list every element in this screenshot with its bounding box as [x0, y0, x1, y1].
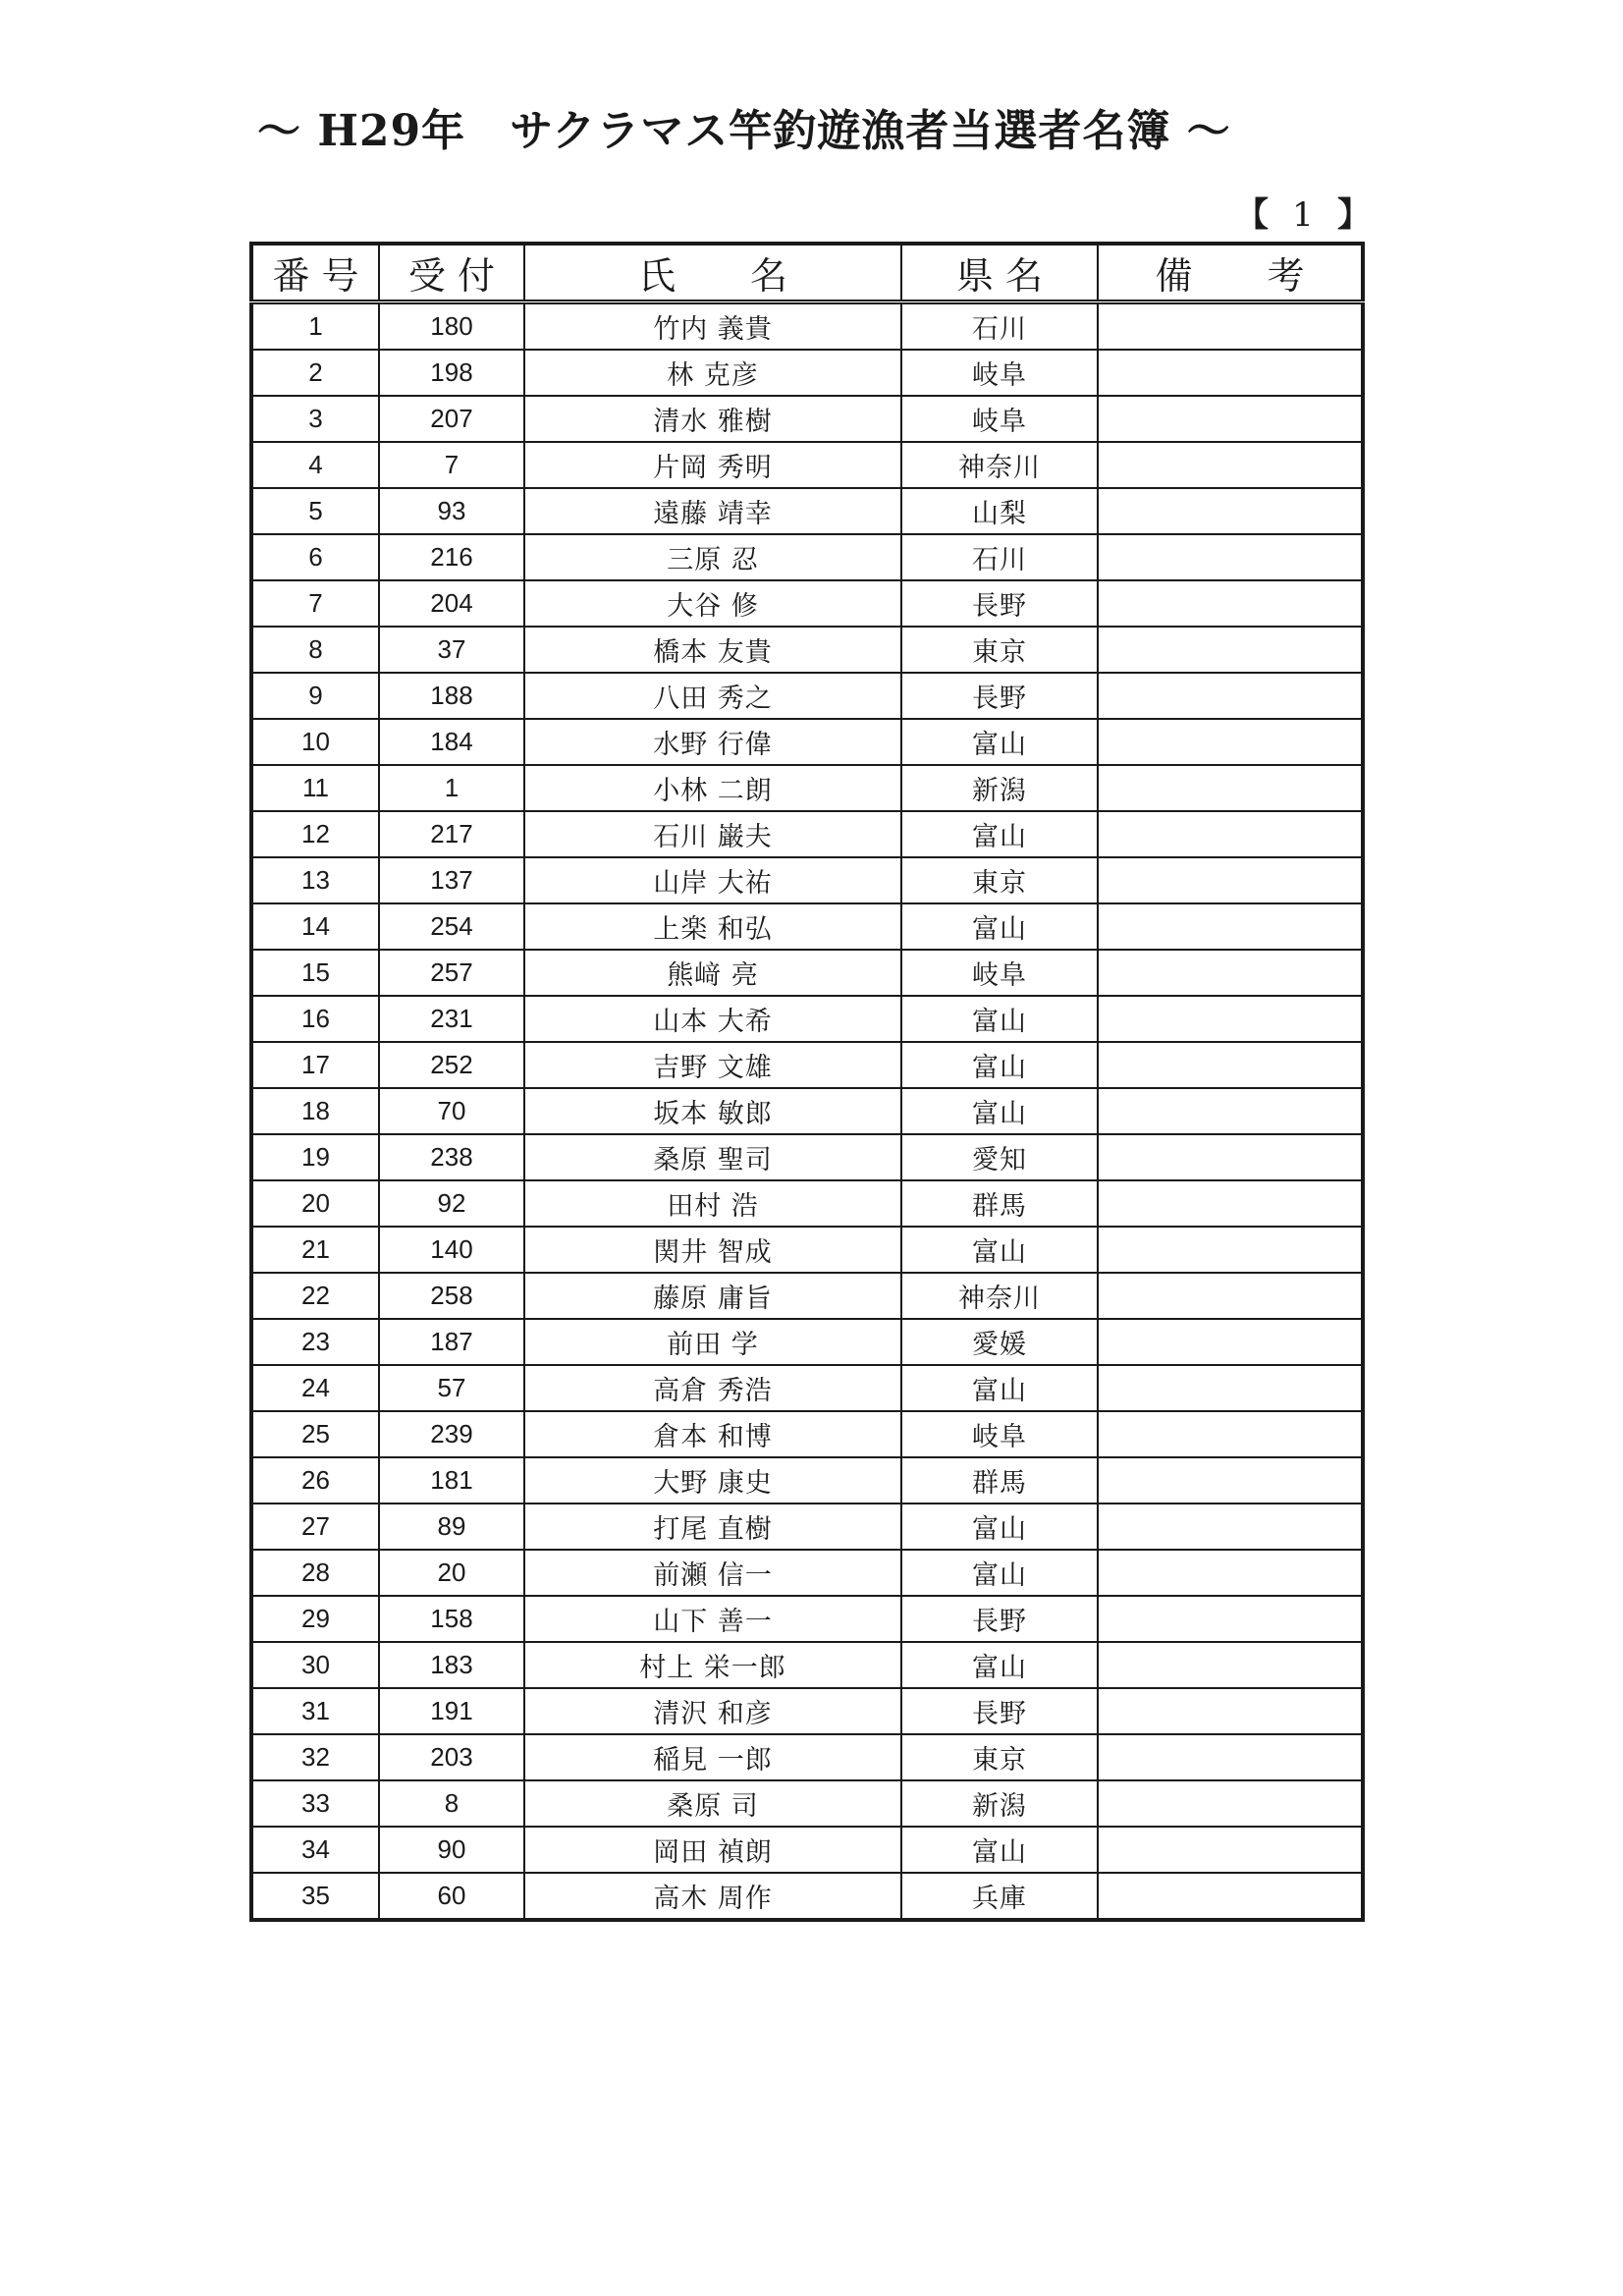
cell-name: 清沢 和彦 — [524, 1688, 901, 1734]
cell-number: 17 — [251, 1042, 379, 1088]
table-row — [251, 1365, 1363, 1411]
cell-name: 清水 雅樹 — [524, 396, 901, 442]
header-name: 氏 名 — [524, 244, 901, 302]
table-row — [251, 1503, 1363, 1550]
cell-prefecture: 群馬 — [901, 1457, 1098, 1503]
table-row — [251, 996, 1363, 1042]
cell-remarks — [1098, 396, 1363, 442]
cell-remarks — [1098, 1734, 1363, 1780]
table-row — [251, 903, 1363, 950]
cell-name: 山本 大希 — [524, 996, 901, 1042]
header-remarks: 備 考 — [1098, 244, 1363, 302]
cell-number: 12 — [251, 811, 379, 857]
cell-prefecture: 富山 — [901, 996, 1098, 1042]
cell-number: 34 — [251, 1827, 379, 1873]
cell-remarks — [1098, 1227, 1363, 1273]
table-row — [251, 302, 1363, 351]
cell-receipt: 60 — [379, 1873, 524, 1920]
table-row — [251, 1134, 1363, 1180]
cell-name: 竹内 義貴 — [524, 302, 901, 351]
cell-number: 2 — [251, 350, 379, 396]
cell-prefecture: 富山 — [901, 1550, 1098, 1596]
cell-number: 22 — [251, 1273, 379, 1319]
header-number: 番 号 — [251, 244, 379, 302]
table-row — [251, 488, 1363, 534]
cell-prefecture: 岐阜 — [901, 950, 1098, 996]
cell-prefecture: 富山 — [901, 1042, 1098, 1088]
cell-remarks — [1098, 1088, 1363, 1134]
cell-prefecture: 富山 — [901, 1365, 1098, 1411]
cell-name: 坂本 敏郎 — [524, 1088, 901, 1134]
table-row — [251, 719, 1363, 765]
table-row — [251, 1688, 1363, 1734]
cell-prefecture: 岐阜 — [901, 1411, 1098, 1457]
cell-number: 14 — [251, 903, 379, 950]
cell-remarks — [1098, 1550, 1363, 1596]
cell-receipt: 158 — [379, 1596, 524, 1642]
cell-receipt: 180 — [379, 302, 524, 351]
cell-number: 26 — [251, 1457, 379, 1503]
cell-prefecture: 石川 — [901, 302, 1098, 351]
cell-remarks — [1098, 1780, 1363, 1827]
cell-prefecture: 長野 — [901, 1688, 1098, 1734]
cell-prefecture: 新潟 — [901, 1780, 1098, 1827]
cell-remarks — [1098, 1134, 1363, 1180]
cell-number: 31 — [251, 1688, 379, 1734]
cell-receipt: 140 — [379, 1227, 524, 1273]
cell-prefecture: 岐阜 — [901, 396, 1098, 442]
cell-remarks — [1098, 627, 1363, 673]
cell-prefecture: 富山 — [901, 1642, 1098, 1688]
cell-remarks — [1098, 1873, 1363, 1920]
cell-remarks — [1098, 673, 1363, 719]
cell-number: 5 — [251, 488, 379, 534]
cell-number: 9 — [251, 673, 379, 719]
cell-remarks — [1098, 857, 1363, 903]
cell-remarks — [1098, 811, 1363, 857]
cell-prefecture: 新潟 — [901, 765, 1098, 811]
table-row — [251, 396, 1363, 442]
cell-name: 山下 善一 — [524, 1596, 901, 1642]
cell-number: 13 — [251, 857, 379, 903]
table-row — [251, 1411, 1363, 1457]
cell-number: 7 — [251, 580, 379, 627]
cell-remarks — [1098, 1642, 1363, 1688]
header-row — [251, 244, 1363, 302]
cell-name: 林 克彦 — [524, 350, 901, 396]
cell-name: 打尾 直樹 — [524, 1503, 901, 1550]
cell-receipt: 70 — [379, 1088, 524, 1134]
cell-receipt: 254 — [379, 903, 524, 950]
cell-number: 21 — [251, 1227, 379, 1273]
table-header — [251, 244, 1363, 302]
cell-number: 28 — [251, 1550, 379, 1596]
cell-remarks — [1098, 1319, 1363, 1365]
cell-name: 小林 二朗 — [524, 765, 901, 811]
cell-number: 30 — [251, 1642, 379, 1688]
cell-name: 桑原 聖司 — [524, 1134, 901, 1180]
cell-number: 10 — [251, 719, 379, 765]
cell-remarks — [1098, 950, 1363, 996]
cell-receipt: 187 — [379, 1319, 524, 1365]
table-row — [251, 765, 1363, 811]
cell-receipt: 188 — [379, 673, 524, 719]
cell-prefecture: 神奈川 — [901, 1273, 1098, 1319]
cell-prefecture: 石川 — [901, 534, 1098, 580]
table-row — [251, 534, 1363, 580]
table-row — [251, 673, 1363, 719]
cell-number: 20 — [251, 1180, 379, 1227]
cell-receipt: 93 — [379, 488, 524, 534]
cell-remarks — [1098, 1273, 1363, 1319]
cell-prefecture: 東京 — [901, 1734, 1098, 1780]
cell-receipt: 231 — [379, 996, 524, 1042]
cell-receipt: 20 — [379, 1550, 524, 1596]
cell-name: 岡田 禎朗 — [524, 1827, 901, 1873]
cell-receipt: 183 — [379, 1642, 524, 1688]
cell-receipt: 216 — [379, 534, 524, 580]
cell-name: 高木 周作 — [524, 1873, 901, 1920]
cell-remarks — [1098, 1180, 1363, 1227]
cell-name: 山岸 大祐 — [524, 857, 901, 903]
table-row — [251, 1596, 1363, 1642]
cell-name: 吉野 文雄 — [524, 1042, 901, 1088]
table-row — [251, 580, 1363, 627]
table-row — [251, 1734, 1363, 1780]
cell-name: 遠藤 靖幸 — [524, 488, 901, 534]
cell-number: 24 — [251, 1365, 379, 1411]
table-row — [251, 811, 1363, 857]
cell-remarks — [1098, 1457, 1363, 1503]
cell-prefecture: 山梨 — [901, 488, 1098, 534]
cell-number: 19 — [251, 1134, 379, 1180]
cell-name: 三原 忍 — [524, 534, 901, 580]
cell-receipt: 204 — [379, 580, 524, 627]
cell-number: 6 — [251, 534, 379, 580]
cell-remarks — [1098, 765, 1363, 811]
cell-name: 八田 秀之 — [524, 673, 901, 719]
cell-number: 8 — [251, 627, 379, 673]
cell-remarks — [1098, 1042, 1363, 1088]
cell-prefecture: 神奈川 — [901, 442, 1098, 488]
cell-receipt: 1 — [379, 765, 524, 811]
header-receipt: 受 付 — [379, 244, 524, 302]
cell-name: 熊﨑 亮 — [524, 950, 901, 996]
cell-remarks — [1098, 1688, 1363, 1734]
cell-number: 29 — [251, 1596, 379, 1642]
cell-remarks — [1098, 1827, 1363, 1873]
cell-remarks — [1098, 302, 1363, 351]
cell-number: 32 — [251, 1734, 379, 1780]
cell-remarks — [1098, 1411, 1363, 1457]
cell-number: 27 — [251, 1503, 379, 1550]
cell-remarks — [1098, 1503, 1363, 1550]
cell-receipt: 92 — [379, 1180, 524, 1227]
cell-receipt: 137 — [379, 857, 524, 903]
table-row — [251, 1319, 1363, 1365]
cell-number: 18 — [251, 1088, 379, 1134]
cell-receipt: 239 — [379, 1411, 524, 1457]
cell-receipt: 7 — [379, 442, 524, 488]
cell-prefecture: 長野 — [901, 580, 1098, 627]
cell-receipt: 257 — [379, 950, 524, 996]
cell-name: 大谷 修 — [524, 580, 901, 627]
cell-prefecture: 愛知 — [901, 1134, 1098, 1180]
winners-table — [249, 242, 1365, 1922]
cell-name: 関井 智成 — [524, 1227, 901, 1273]
cell-number: 1 — [251, 302, 379, 351]
table-row — [251, 1780, 1363, 1827]
cell-name: 田村 浩 — [524, 1180, 901, 1227]
cell-receipt: 198 — [379, 350, 524, 396]
cell-number: 4 — [251, 442, 379, 488]
page-number-label — [1235, 192, 1371, 238]
cell-prefecture: 長野 — [901, 1596, 1098, 1642]
cell-prefecture: 富山 — [901, 1227, 1098, 1273]
cell-remarks — [1098, 488, 1363, 534]
table-row — [251, 627, 1363, 673]
cell-number: 23 — [251, 1319, 379, 1365]
cell-name: 水野 行偉 — [524, 719, 901, 765]
cell-receipt: 258 — [379, 1273, 524, 1319]
table-row — [251, 1180, 1363, 1227]
cell-number: 35 — [251, 1873, 379, 1920]
cell-name: 上楽 和弘 — [524, 903, 901, 950]
cell-name: 倉本 和博 — [524, 1411, 901, 1457]
cell-receipt: 203 — [379, 1734, 524, 1780]
table-row — [251, 350, 1363, 396]
cell-name: 片岡 秀明 — [524, 442, 901, 488]
table-row — [251, 1042, 1363, 1088]
cell-receipt: 90 — [379, 1827, 524, 1873]
cell-number: 16 — [251, 996, 379, 1042]
cell-prefecture: 長野 — [901, 673, 1098, 719]
table-row — [251, 1827, 1363, 1873]
cell-name: 桑原 司 — [524, 1780, 901, 1827]
cell-prefecture: 兵庫 — [901, 1873, 1098, 1920]
cell-receipt: 207 — [379, 396, 524, 442]
cell-prefecture: 富山 — [901, 903, 1098, 950]
cell-receipt: 191 — [379, 1688, 524, 1734]
table-row — [251, 442, 1363, 488]
cell-prefecture: 富山 — [901, 811, 1098, 857]
cell-remarks — [1098, 534, 1363, 580]
cell-remarks — [1098, 442, 1363, 488]
page-bracket-close: 】 — [1337, 195, 1371, 235]
cell-prefecture: 富山 — [901, 1827, 1098, 1873]
cell-remarks — [1098, 903, 1363, 950]
cell-receipt: 57 — [379, 1365, 524, 1411]
table-row — [251, 1642, 1363, 1688]
cell-receipt: 89 — [379, 1503, 524, 1550]
cell-prefecture: 群馬 — [901, 1180, 1098, 1227]
cell-name: 前瀬 信一 — [524, 1550, 901, 1596]
cell-receipt: 238 — [379, 1134, 524, 1180]
cell-name: 高倉 秀浩 — [524, 1365, 901, 1411]
cell-name: 橋本 友貴 — [524, 627, 901, 673]
cell-name: 大野 康史 — [524, 1457, 901, 1503]
cell-name: 石川 巌夫 — [524, 811, 901, 857]
cell-name: 藤原 庸旨 — [524, 1273, 901, 1319]
cell-name: 村上 栄一郎 — [524, 1642, 901, 1688]
cell-receipt: 181 — [379, 1457, 524, 1503]
cell-receipt: 37 — [379, 627, 524, 673]
table-row — [251, 1873, 1363, 1920]
table-row — [251, 1227, 1363, 1273]
cell-number: 11 — [251, 765, 379, 811]
cell-name: 稲見 一郎 — [524, 1734, 901, 1780]
table-row — [251, 1273, 1363, 1319]
cell-remarks — [1098, 580, 1363, 627]
cell-remarks — [1098, 1365, 1363, 1411]
table-row — [251, 1088, 1363, 1134]
cell-receipt: 8 — [379, 1780, 524, 1827]
table-row — [251, 1457, 1363, 1503]
table-row — [251, 950, 1363, 996]
cell-prefecture: 愛媛 — [901, 1319, 1098, 1365]
cell-remarks — [1098, 719, 1363, 765]
document-title: ～ H29年 サクラマス竿釣遊漁者当選者名簿 ～ — [257, 106, 1231, 156]
cell-number: 33 — [251, 1780, 379, 1827]
cell-prefecture: 岐阜 — [901, 350, 1098, 396]
table-row — [251, 857, 1363, 903]
cell-prefecture: 富山 — [901, 1088, 1098, 1134]
cell-remarks — [1098, 350, 1363, 396]
page-number: 1 — [1292, 195, 1314, 235]
cell-receipt: 217 — [379, 811, 524, 857]
cell-receipt: 184 — [379, 719, 524, 765]
cell-number: 3 — [251, 396, 379, 442]
cell-prefecture: 東京 — [901, 857, 1098, 903]
cell-receipt: 252 — [379, 1042, 524, 1088]
page-bracket-open: 【 — [1235, 195, 1269, 235]
table-row — [251, 1550, 1363, 1596]
cell-name: 前田 学 — [524, 1319, 901, 1365]
cell-prefecture: 富山 — [901, 1503, 1098, 1550]
cell-prefecture: 富山 — [901, 719, 1098, 765]
table-body — [251, 302, 1363, 1921]
cell-remarks — [1098, 996, 1363, 1042]
cell-prefecture: 東京 — [901, 627, 1098, 673]
header-prefecture: 県 名 — [901, 244, 1098, 302]
cell-remarks — [1098, 1596, 1363, 1642]
cell-number: 15 — [251, 950, 379, 996]
cell-number: 25 — [251, 1411, 379, 1457]
